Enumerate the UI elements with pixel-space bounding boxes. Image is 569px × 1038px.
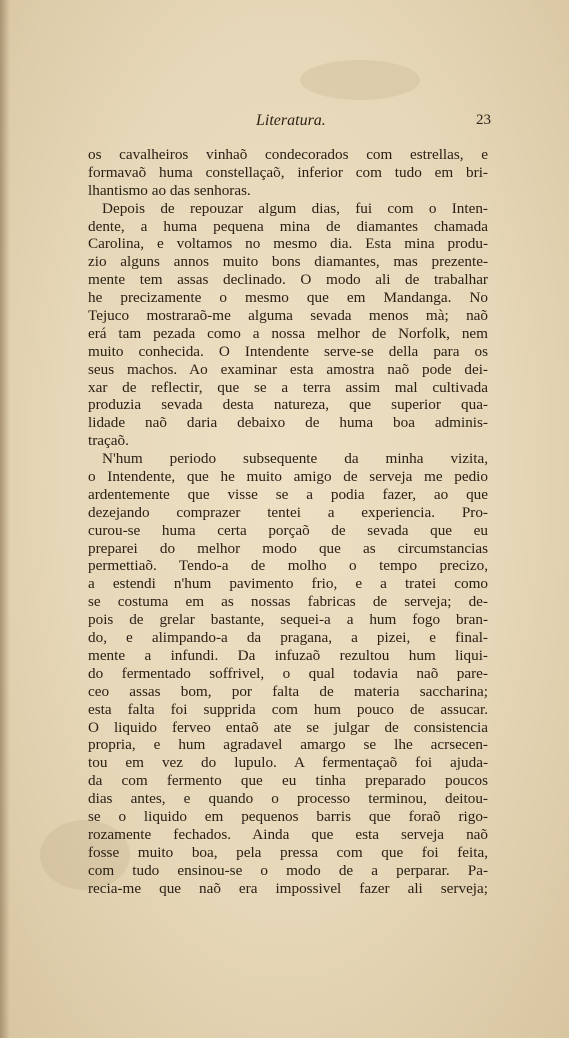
- page-number: 23: [476, 112, 491, 128]
- text-line: ceo assas bom, por falta de materia saccharina;: [88, 682, 488, 700]
- text-line: rozamente fechados. Ainda que esta serveja naõ: [88, 825, 488, 843]
- text-line: recia-me que naõ era impossivel fazer ali serveja;: [88, 879, 488, 897]
- text-line: Depois de repouzar algum dias, fui com o Inten-: [102, 199, 488, 217]
- text-line: produzia sevada desta natureza, que superior qua-: [88, 396, 488, 414]
- paper-stain: [300, 60, 420, 100]
- text-line: O liquido ferveo entaõ ate se julgar de consistencia: [88, 718, 488, 736]
- page-gutter-shadow: [0, 0, 10, 1038]
- text-line: esta falta foi supprida com hum pouco de assucar.: [88, 700, 488, 718]
- text-line: ardentemente que visse se a podia fazer, ao que: [88, 485, 488, 503]
- running-head: Literatura.: [256, 112, 326, 129]
- text-line: mente tem assas declinado. O modo ali de trabalhar: [88, 271, 488, 289]
- page-header: [88, 112, 491, 134]
- text-line: xar de reflectir, que se a terra assim mal cultivada: [88, 378, 488, 396]
- text-line: dias antes, e quando o processo terminou, deitou-: [88, 790, 488, 808]
- text-line: com tudo ensinou-se o modo de a perparar. Pa-: [88, 861, 488, 879]
- text-line: dezejando comprazer tentei a experiencia. Pro-: [88, 503, 488, 521]
- text-line: do, e alimpando-a da pragana, a pizei, e final-: [88, 629, 488, 647]
- text-line: dente, a huma pequena mina de diamantes chamada: [88, 217, 488, 235]
- text-line: da com fermento que eu tinha preparado poucos: [88, 772, 488, 790]
- text-line: os cavalheiros vinhaõ condecorados com estrellas, e: [88, 146, 488, 163]
- text-line: N'hum periodo subsequente da minha vizita,: [102, 450, 488, 468]
- text-line: permettiaõ. Tendo-a de molho o tempo precizo,: [88, 557, 488, 575]
- text-line: formavaõ huma constellaçaõ, inferior com tudo em bri-: [88, 163, 488, 181]
- body-text: [88, 146, 488, 897]
- text-line: preparei do melhor modo que as circumstancias: [88, 539, 488, 557]
- text-line: traçaõ.: [88, 432, 129, 450]
- text-line: do fermentado soffrivel, o qual todavia naõ pare-: [88, 664, 488, 682]
- text-line: lhantismo ao das senhoras.: [88, 181, 251, 199]
- text-line: he precizamente o mesmo que em Mandanga. No: [88, 289, 488, 307]
- text-line: fosse muito boa, pela pressa com que foi feita,: [88, 843, 488, 861]
- text-line: propria, e hum agradavel amargo se lhe acrsecen-: [88, 736, 488, 754]
- text-line: se o liquido em pequenos barris que foraõ rigo-: [88, 807, 488, 825]
- text-line: o Intendente, que he muito amigo de serveja me pedio: [88, 468, 488, 486]
- text-line: mente a infundi. Da infuzaõ rezultou hum liqui-: [88, 646, 488, 664]
- text-line: seus machos. Ao examinar esta amostra naõ pode dei-: [88, 360, 488, 378]
- text-line: tou em vez do lupulo. A fermentaçaõ foi ajuda-: [88, 754, 488, 772]
- text-line: se costuma em as nossas fabricas de serveja; de-: [88, 593, 488, 611]
- text-line: muito conhecida. O Intendente serve-se della para os: [88, 342, 488, 360]
- text-line: Tejuco mostraraõ-me alguma sevada menos mà; naõ: [88, 307, 488, 325]
- text-line: Carolina, e voltamos no mesmo dia. Esta mina produ-: [88, 235, 488, 253]
- text-line: zio alguns annos muito bons diamantes, mas prezente-: [88, 253, 488, 271]
- text-line: a estendi n'hum pavimento frio, e a tratei como: [88, 575, 488, 593]
- text-line: pois de grelar bastante, sequei-a a hum fogo bran-: [88, 611, 488, 629]
- text-line: erá tam pezada como a nossa melhor de Norfolk, nem: [88, 324, 488, 342]
- text-line: lidade naõ daria debaixo de huma boa adminis-: [88, 414, 488, 432]
- text-line: curou-se huma certa porçaõ de sevada que eu: [88, 521, 488, 539]
